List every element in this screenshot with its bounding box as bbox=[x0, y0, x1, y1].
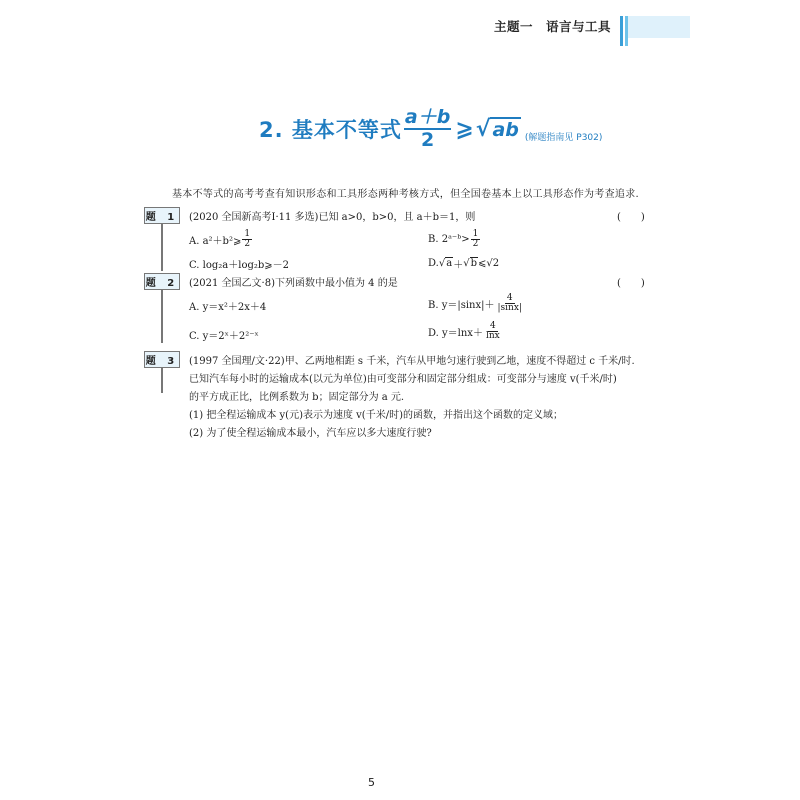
section-title-text: 2. 基本不等式 bbox=[259, 118, 402, 142]
q3-subquestion-2: (2) 为了使全程运输成本最小，汽车应以多大速度行驶? bbox=[189, 428, 432, 439]
sqrt-expression bbox=[476, 117, 521, 142]
q1-option-d-label: D. bbox=[428, 258, 439, 269]
q2-option-b-text: B. y＝|sinx|＋ bbox=[428, 300, 495, 312]
q2-stem: (2021 全国乙文·8)下列函数中最小值为 4 的是 bbox=[189, 278, 398, 289]
fraction-numerator: a＋b bbox=[404, 106, 451, 128]
section-title-fraction bbox=[404, 108, 451, 150]
fraction-numerator: 4 bbox=[506, 293, 513, 303]
q2-option-d-text: D. y＝lnx＋ bbox=[428, 328, 483, 340]
fraction-denominator: 2 bbox=[244, 239, 251, 250]
fraction-denominator: 2 bbox=[421, 129, 435, 151]
fraction-denominator: |sinx| bbox=[497, 303, 522, 314]
q1-answer-paren: ( ) bbox=[617, 212, 645, 223]
q3-line-2: 已知汽车每小时的运输成本(以元为单位)由可变部分和固定部分组成：可变部分与速度 v(千米/时) bbox=[189, 374, 617, 385]
sqrt-radicand: ab bbox=[492, 118, 519, 141]
page-number: 5 bbox=[368, 776, 375, 789]
q2-option-a: A. y＝x²＋2x＋4 bbox=[189, 302, 267, 313]
q1-stem: (2020 全国新高考Ⅰ·11 多选)已知 a>0，b>0，且 a＋b＝1，则 bbox=[189, 212, 476, 223]
fraction-denominator: lnx bbox=[485, 331, 500, 342]
q2-option-b bbox=[428, 294, 525, 314]
q1-option-d-sqrt-b: √b bbox=[463, 258, 477, 269]
geq-symbol: ⩾ bbox=[455, 116, 474, 142]
question-badge-3: 题 3 bbox=[144, 351, 180, 368]
q2-option-d-fraction bbox=[484, 322, 502, 342]
question-rule-3 bbox=[161, 367, 163, 393]
fraction-numerator: 1 bbox=[472, 229, 479, 239]
q1-option-c: C. log₂a＋log₂b⩾－2 bbox=[189, 260, 290, 271]
q1-option-b bbox=[428, 230, 481, 250]
q1-option-a-text: A. a²＋b²⩾ bbox=[189, 236, 242, 248]
intro-text: 基本不等式的高考考查有知识形态和工具形态两种考核方式，但全国卷基本上以工具形态作为考查追求. bbox=[172, 189, 639, 200]
q1-option-b-text: B. 2ᵃ⁻ᵇ> bbox=[428, 234, 470, 246]
question-rule-1 bbox=[161, 223, 163, 271]
solution-hint: (解题指南见 P302) bbox=[524, 132, 603, 143]
q3-line-1: (1997 全国理/文·22)甲、乙两地相距 s 千米，汽车从甲地匀速行驶到乙地，速度不得超过 c 千米/时. bbox=[189, 356, 635, 367]
q2-option-d bbox=[428, 322, 503, 342]
fraction-numerator: 1 bbox=[244, 229, 251, 239]
q1-option-a bbox=[189, 230, 253, 250]
q2-option-c: C. y＝2ˣ＋2²⁻ˣ bbox=[189, 331, 259, 342]
q1-option-d bbox=[428, 256, 499, 271]
q3-subquestion-1: (1) 把全程运输成本 y(元)表示为速度 v(千米/时)的函数，并指出这个函数的定义域； bbox=[189, 410, 563, 421]
section-title bbox=[259, 108, 602, 150]
q2-option-b-fraction bbox=[496, 294, 524, 314]
sqrt-radicand: b bbox=[470, 258, 477, 269]
header-title: 主题一 语言与工具 bbox=[494, 19, 612, 34]
question-rule-2 bbox=[161, 289, 163, 343]
header-accent-block bbox=[625, 16, 690, 38]
q1-option-d-sqrt-a: √a bbox=[438, 258, 453, 269]
fraction-denominator: 2 bbox=[472, 239, 479, 250]
q1-option-a-fraction bbox=[242, 230, 252, 250]
sqrt-sign: √ bbox=[475, 116, 491, 142]
question-badge-1: 题 1 bbox=[144, 207, 180, 224]
q1-option-b-fraction bbox=[471, 230, 481, 250]
q1-option-d-rest: ⩽√2 bbox=[477, 258, 500, 269]
header-accent-bar bbox=[620, 16, 623, 46]
question-badge-2: 题 2 bbox=[144, 273, 180, 290]
plus-sign: ＋ bbox=[453, 260, 464, 271]
sqrt-radicand: a bbox=[446, 258, 453, 269]
fraction-numerator: 4 bbox=[489, 321, 496, 331]
q2-answer-paren: ( ) bbox=[617, 278, 645, 289]
q3-line-3: 的平方成正比，比例系数为 b；固定部分为 a 元. bbox=[189, 392, 405, 403]
